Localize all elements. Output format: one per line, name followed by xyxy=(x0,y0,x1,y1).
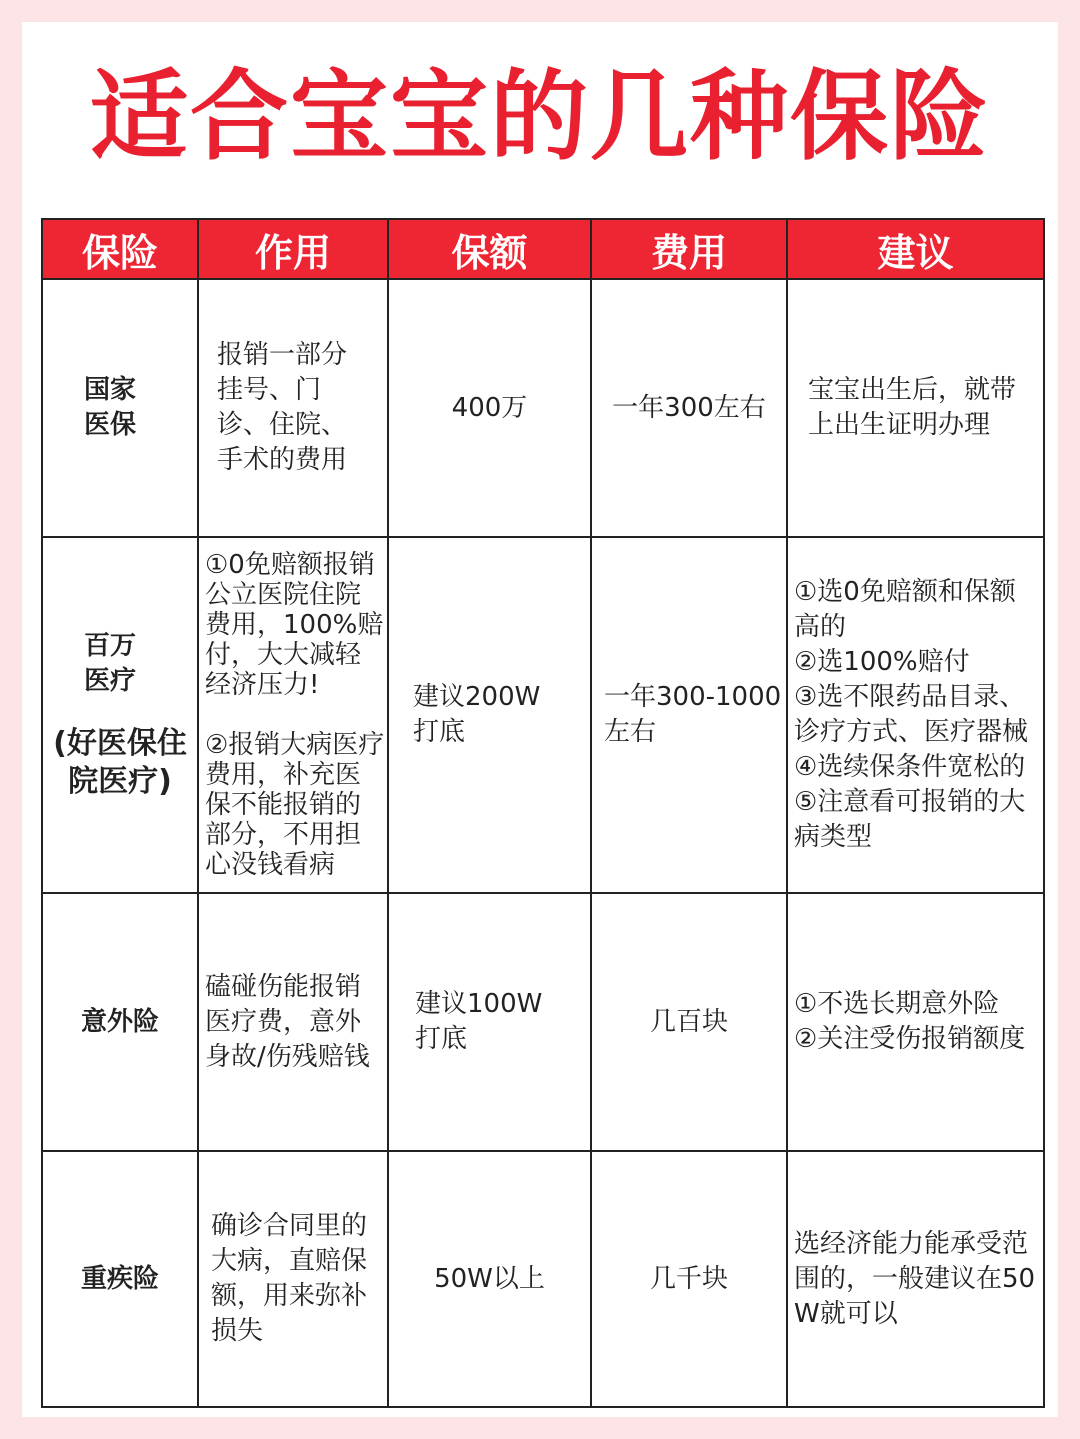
advice-point-3: ③选不限药品目录、诊疗方式、医疗器械 xyxy=(794,682,1029,747)
header-amount: 保额 xyxy=(388,219,591,279)
page-title: 适合宝宝的几种保险 xyxy=(89,60,990,174)
insurance-name-sub: (好医保住院医疗) xyxy=(53,726,187,799)
insurance-name: 国家医保 xyxy=(42,279,198,537)
advice-point-2: ②选100%赔付 xyxy=(794,647,970,677)
insurance-name: 意外险 xyxy=(42,893,198,1151)
advice-point-2: ②关注受伤报销额度 xyxy=(794,1024,1026,1054)
table-row xyxy=(42,279,1044,537)
insurance-cost: 几千块 xyxy=(591,1151,787,1407)
table-header-row xyxy=(42,219,1044,279)
insurance-cost: 几百块 xyxy=(591,893,787,1151)
table-row xyxy=(42,893,1044,1151)
insurance-effect: 确诊合同里的大病，直赔保额，用来弥补损失 xyxy=(198,1151,388,1407)
advice-point-4: ④选续保条件宽松的 xyxy=(794,752,1026,782)
header-cost: 费用 xyxy=(591,219,787,279)
insurance-advice: 选经济能力能承受范围的，一般建议在50W就可以 xyxy=(787,1151,1044,1407)
insurance-amount: 50W以上 xyxy=(388,1151,591,1407)
insurance-effect xyxy=(198,537,388,893)
insurance-cost: 一年300左右 xyxy=(591,279,787,537)
insurance-table xyxy=(41,218,1045,1408)
insurance-amount: 建议100W打底 xyxy=(388,893,591,1151)
advice-point-5: ⑤注意看可报销的大病类型 xyxy=(794,787,1026,852)
insurance-effect: 磕碰伤能报销医疗费，意外身故/伤残赔钱 xyxy=(198,893,388,1151)
insurance-advice: 宝宝出生后，就带上出生证明办理 xyxy=(787,279,1044,537)
insurance-name: 百万医疗 (好医保住院医疗) xyxy=(42,537,198,893)
effect-point-2: ②报销大病医疗费用，补充医保不能报销的部分，不用担心没钱看病 xyxy=(205,730,385,880)
effect-point-1: ①0免赔额报销公立医院住院费用，100%赔付，大大减轻经济压力! xyxy=(205,550,384,700)
insurance-amount: 400万 xyxy=(388,279,591,537)
table-row xyxy=(42,537,1044,893)
insurance-effect: 报销一部分挂号、门诊、住院、手术的费用 xyxy=(198,279,388,537)
header-effect: 作用 xyxy=(198,219,388,279)
advice-point-1: ①不选长期意外险 xyxy=(794,989,1000,1019)
insurance-cost: 一年300-1000左右 xyxy=(591,537,787,893)
table-row xyxy=(42,1151,1044,1407)
header-insurance: 保险 xyxy=(42,219,198,279)
advice-point-1: ①选0免赔额和保额高的 xyxy=(794,577,1016,642)
insurance-name: 重疾险 xyxy=(42,1151,198,1407)
insurance-advice xyxy=(787,893,1044,1151)
insurance-amount: 建议200W打底 xyxy=(388,537,591,893)
insurance-advice xyxy=(787,537,1044,893)
header-advice: 建议 xyxy=(787,219,1044,279)
